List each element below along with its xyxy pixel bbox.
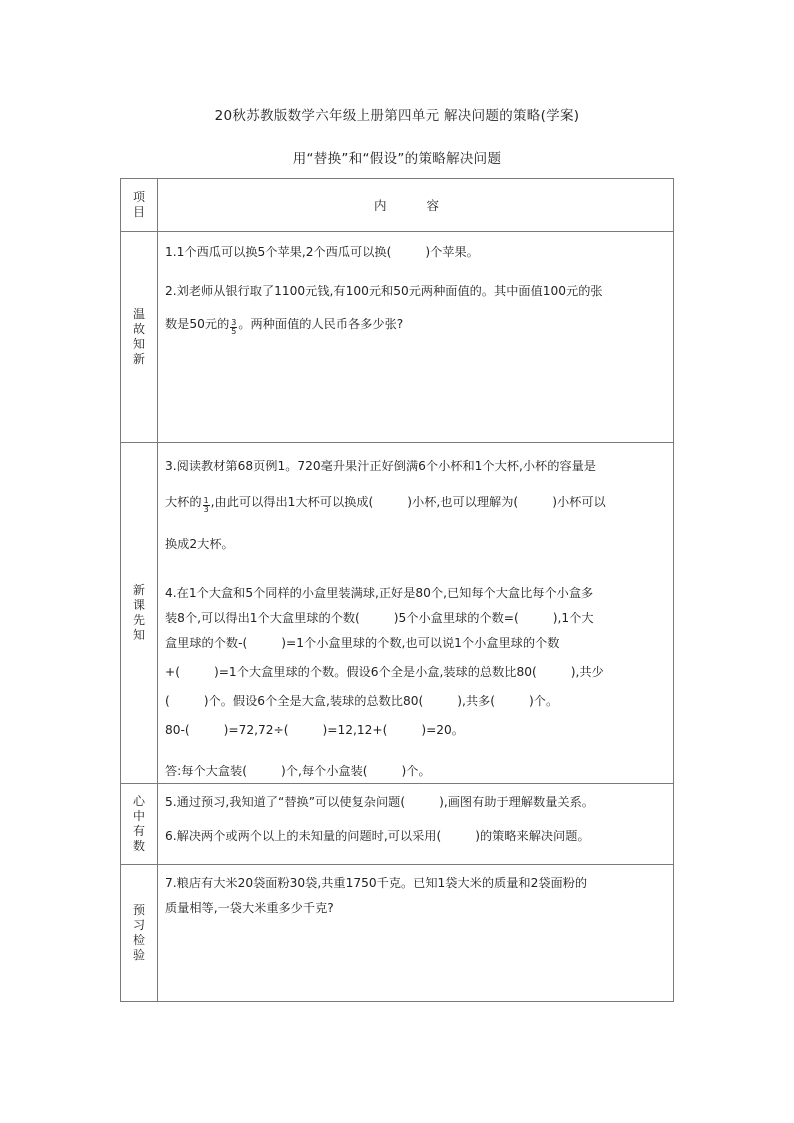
question-4-answer: 答:每个大盒装( )个,每个小盒装( )个。 bbox=[165, 764, 431, 778]
section-check-content bbox=[158, 865, 674, 1002]
question-3-line-1: 3.阅读教材第68页例1。720毫升果汁正好倒满6个小杯和1个大杯,小杯的容量是 bbox=[165, 459, 596, 473]
fraction: $\frac{3}{5}$ bbox=[231, 318, 237, 336]
question-1: 1.1个西瓜可以换5个苹果,2个西瓜可以换( )个苹果。 bbox=[165, 245, 479, 259]
study-table bbox=[120, 178, 674, 1002]
section-summary bbox=[121, 784, 674, 865]
section-review bbox=[121, 232, 674, 443]
question-3-line-2: 大杯的 $\frac{1}{3}$ ,由此可以得出1大杯可以换成( )小杯,也可以理解为( )小杯可以 bbox=[165, 495, 606, 514]
question-4-line-2: 装8个,可以得出1个大盒里球的个数( )5个小盒里球的个数=( ),1个大 bbox=[165, 611, 594, 625]
section-label-cell bbox=[121, 865, 158, 1002]
document-title: 20秋苏教版数学六年级上册第四单元 解决问题的策略(学案) bbox=[214, 108, 580, 124]
table-header-row bbox=[121, 179, 674, 232]
section-label-cell bbox=[121, 232, 158, 443]
question-2-line-1: 2.刘老师从银行取了1100元钱,有100元和50元两种面值的。其中面值100元的张 bbox=[165, 284, 603, 298]
question-7-line-2: 质量相等,一袋大米重多少千克? bbox=[165, 901, 334, 915]
section-preview-content bbox=[158, 443, 674, 784]
question-4-line-5: ( )个。假设6个全是大盒,装球的总数比80( ),共多( )个。 bbox=[165, 694, 559, 708]
section-preview bbox=[121, 443, 674, 784]
section-label-preview: 新课先知 bbox=[132, 583, 145, 642]
document-subtitle: 用“替换”和“假设”的策略解决问题 bbox=[292, 151, 502, 167]
question-4-line-3: 盒里球的个数-( )=1个小盒里球的个数,也可以说1个小盒里球的个数 bbox=[165, 636, 560, 650]
question-3-line-3: 换成2大杯。 bbox=[165, 537, 234, 551]
section-label-check: 预习检验 bbox=[132, 903, 145, 962]
question-4-line-4: +( )=1个大盒里球的个数。假设6个全是小盒,装球的总数比80( ),共少 bbox=[165, 665, 604, 679]
section-summary-content bbox=[158, 784, 674, 865]
question-4-line-1: 4.在1个大盒和5个同样的小盒里装满球,正好是80个,已知每个大盒比每个小盒多 bbox=[165, 586, 594, 600]
section-label-summary: 心中有数 bbox=[132, 794, 145, 853]
question-6: 6.解决两个或两个以上的未知量的问题时,可以采用( )的策略来解决问题。 bbox=[165, 829, 590, 843]
header-item-cell bbox=[121, 179, 158, 232]
fraction: $\frac{1}{3}$ bbox=[203, 496, 209, 514]
section-label-cell bbox=[121, 784, 158, 865]
question-7-line-1: 7.粮店有大米20袋面粉30袋,共重1750千克。已知1袋大米的质量和2袋面粉的 bbox=[165, 876, 588, 890]
question-2-line-2: 数是50元的 $\frac{3}{5}$ 。两种面值的人民币各多少张? bbox=[165, 317, 404, 336]
header-item-label: 项目 bbox=[132, 190, 145, 219]
header-content-label: 内 容 bbox=[158, 179, 674, 232]
section-label-cell bbox=[121, 443, 158, 784]
section-check bbox=[121, 865, 674, 1002]
question-5: 5.通过预习,我知道了“替换”可以使复杂问题( ),画图有助于理解数量关系。 bbox=[165, 795, 594, 809]
section-label-review: 温故知新 bbox=[132, 307, 145, 366]
question-4-line-6: 80-( )=72,72÷( )=12,12+( )=20。 bbox=[165, 723, 464, 737]
section-review-content bbox=[158, 232, 674, 443]
